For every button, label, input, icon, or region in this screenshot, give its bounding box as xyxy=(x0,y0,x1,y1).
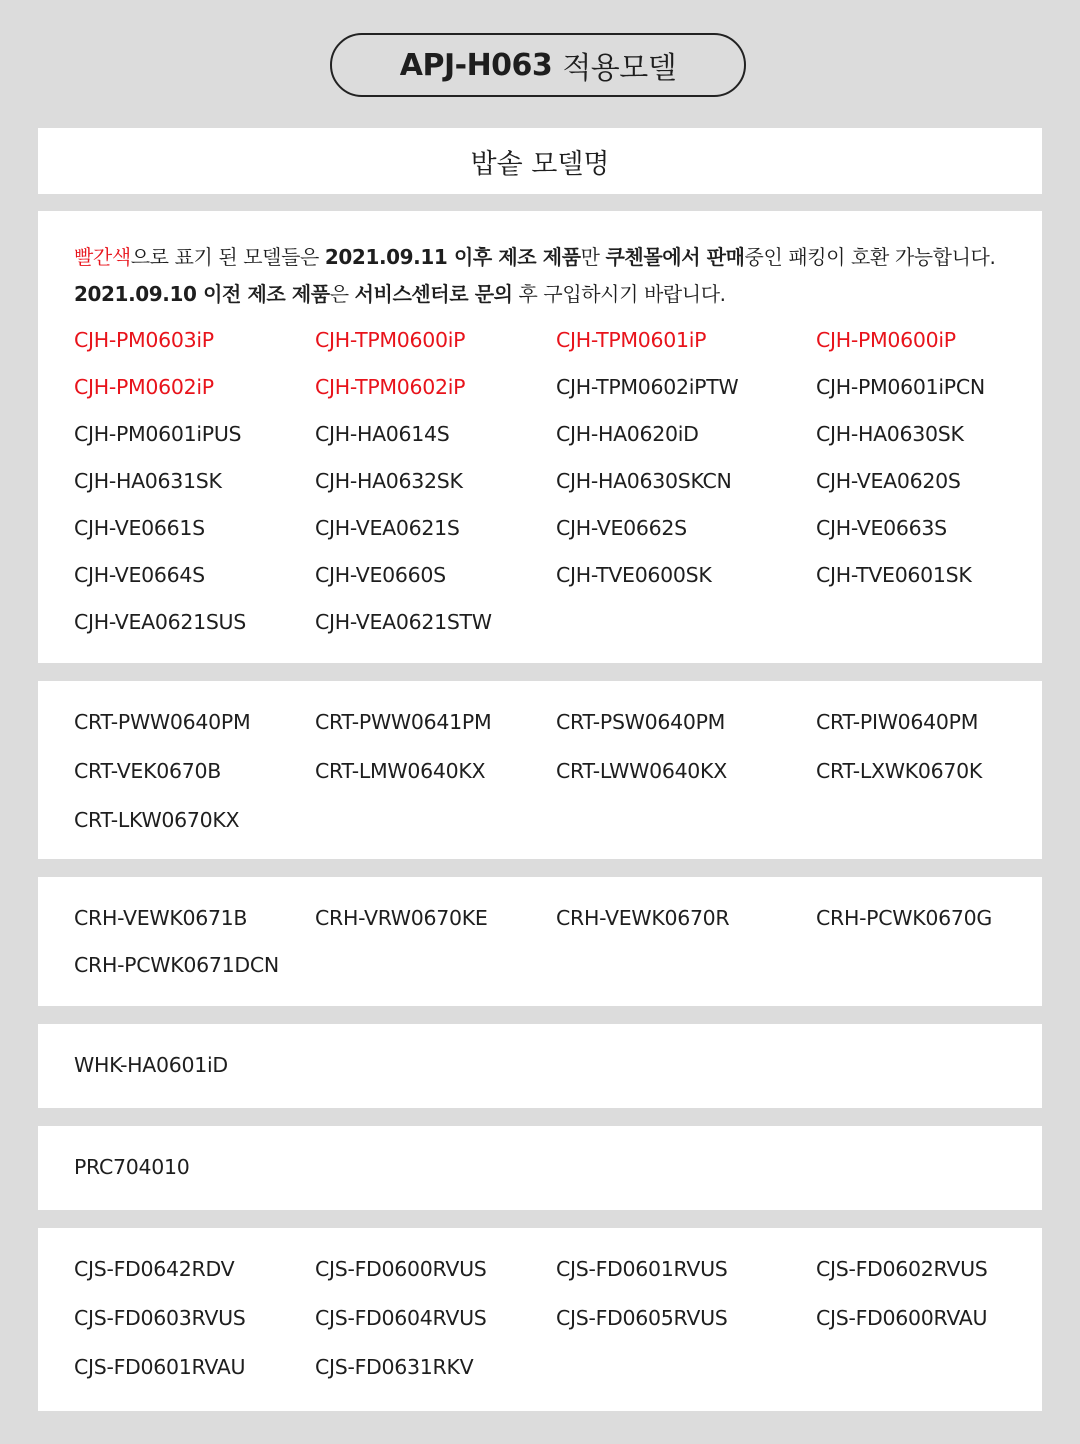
model-group-panel xyxy=(38,877,1042,1006)
model-name: CJH-VEA0620S xyxy=(816,469,961,493)
model-name: CRH-VRW0670KE xyxy=(315,906,488,930)
model-name: CJS-FD0601RVUS xyxy=(556,1257,728,1281)
model-name: CJH-HA0614S xyxy=(315,422,450,446)
notice-text-run: 후 구입하시기 바랍니다. xyxy=(512,282,726,306)
model-name: CRT-PSW0640PM xyxy=(556,710,726,734)
model-name: CRT-VEK0670B xyxy=(74,759,221,783)
model-name: CJH-VEA0621SUS xyxy=(74,610,246,634)
model-name: CJH-HA0630SK xyxy=(816,422,964,446)
model-name: CRH-PCWK0671DCN xyxy=(74,953,279,977)
model-group-panel xyxy=(38,1024,1042,1108)
model-name: CJH-PM0603iP xyxy=(74,328,214,352)
model-name: CJS-FD0600RVAU xyxy=(816,1306,988,1330)
model-name: CJH-TPM0602iPTW xyxy=(556,375,739,399)
model-name: CJS-FD0605RVUS xyxy=(556,1306,728,1330)
model-name: CRT-PWW0640PM xyxy=(74,710,251,734)
header-panel xyxy=(38,128,1042,194)
model-name: CRT-LMW0640KX xyxy=(315,759,486,783)
model-name: CJH-VEA0621S xyxy=(315,516,460,540)
model-name: PRC704010 xyxy=(74,1155,190,1179)
model-name: CRT-PIW0640PM xyxy=(816,710,979,734)
model-name: CJH-TVE0601SK xyxy=(816,563,972,587)
model-name: CJH-HA0620iD xyxy=(556,422,699,446)
model-name: CRH-PCWK0670G xyxy=(816,906,992,930)
model-name: CRT-LWW0640KX xyxy=(556,759,727,783)
model-group-panel xyxy=(38,681,1042,859)
model-name: CJH-TPM0600iP xyxy=(315,328,466,352)
model-name: CJS-FD0642RDV xyxy=(74,1257,235,1281)
model-name: CRH-VEWK0671B xyxy=(74,906,248,930)
title-pill xyxy=(330,33,746,97)
model-name: CJH-HA0632SK xyxy=(315,469,463,493)
notice-text-run: 만 xyxy=(580,245,606,269)
notice-text-run: 중인 패킹이 호환 가능합니다. xyxy=(744,245,996,269)
notice-text-run: 서비스센터로 문의 xyxy=(354,282,513,306)
notice-text-run: 2021.09.10 이전 제조 제품 xyxy=(74,282,330,306)
title-model: APJ-H063 xyxy=(399,47,553,83)
model-name: CJH-VE0662S xyxy=(556,516,687,540)
model-name: CJH-PM0601iPUS xyxy=(74,422,242,446)
model-name: CJH-VEA0621STW xyxy=(315,610,492,634)
model-group-panel xyxy=(38,1126,1042,1210)
model-name: CJH-TPM0602iP xyxy=(315,375,466,399)
model-name: CJS-FD0600RVUS xyxy=(315,1257,487,1281)
model-name: CJH-VE0660S xyxy=(315,563,446,587)
model-name: CJH-PM0600iP xyxy=(816,328,956,352)
model-name: CJH-PM0601iPCN xyxy=(816,375,985,399)
notice-text-run: 쿠첸몰에서 판매 xyxy=(605,245,745,269)
title-suffix: 적용모델 xyxy=(562,51,677,86)
model-name: CRT-LKW0670KX xyxy=(74,808,240,832)
model-group-panel xyxy=(38,1228,1042,1411)
notice-text-run: 은 xyxy=(329,282,355,306)
compatibility-notice xyxy=(74,239,1022,313)
model-group-panel xyxy=(38,211,1042,663)
model-name: WHK-HA0601iD xyxy=(74,1053,228,1077)
model-name: CRH-VEWK0670R xyxy=(556,906,730,930)
model-name: CJH-TPM0601iP xyxy=(556,328,707,352)
model-name: CJH-HA0630SKCN xyxy=(556,469,732,493)
model-name: CJH-VE0663S xyxy=(816,516,947,540)
notice-text-run: 으로 표기 된 모델들은 xyxy=(130,245,325,269)
model-name: CJH-HA0631SK xyxy=(74,469,222,493)
notice-line-2 xyxy=(74,276,1022,313)
model-name: CJS-FD0602RVUS xyxy=(816,1257,988,1281)
model-name: CRT-LXWK0670K xyxy=(816,759,982,783)
model-name: CJH-VE0661S xyxy=(74,516,205,540)
notice-text-run: 2021.09.11 이후 제조 제품 xyxy=(324,245,581,269)
model-name: CRT-PWW0641PM xyxy=(315,710,492,734)
header-label: 밥솥 모델명 xyxy=(470,148,610,180)
model-name: CJS-FD0631RKV xyxy=(315,1355,474,1379)
model-name: CJH-TVE0600SK xyxy=(556,563,712,587)
model-name: CJS-FD0603RVUS xyxy=(74,1306,246,1330)
notice-text-run: 빨간색 xyxy=(74,245,131,269)
model-name: CJS-FD0601RVAU xyxy=(74,1355,246,1379)
model-name: CJH-PM0602iP xyxy=(74,375,214,399)
model-name: CJH-VE0664S xyxy=(74,563,205,587)
notice-line-1 xyxy=(74,239,1022,276)
model-name: CJS-FD0604RVUS xyxy=(315,1306,487,1330)
